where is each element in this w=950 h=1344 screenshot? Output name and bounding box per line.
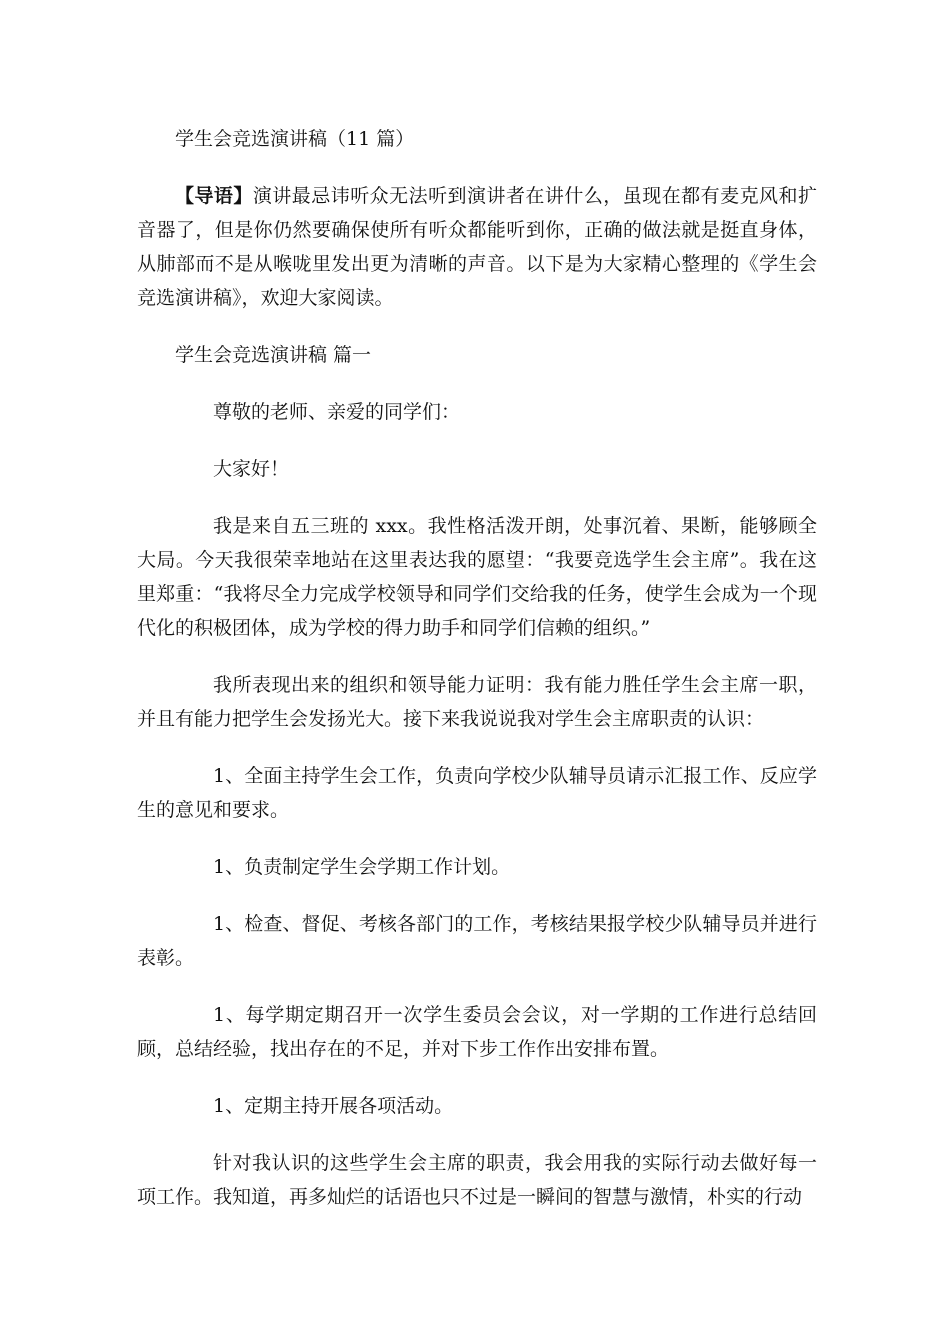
duty-list-item: 1、检查、督促、考核各部门的工作，考核结果报学校少队辅导员并进行表彰。 [137, 913, 817, 969]
document-title: 学生会竞选演讲稿（11 篇） [175, 128, 415, 150]
duty-list-item: 1、定期主持开展各项活动。 [213, 1095, 454, 1117]
duty-list-item: 1、每学期定期召开一次学生委员会会议，对一学期的工作进行总结回顾，总结经验，找出存在的不足，并对下步工作作出安排布置。 [137, 1004, 817, 1060]
intro-label: 【导语】 [175, 185, 253, 207]
body-paragraph: 我是来自五三班的 xxx。我性格活泼开朗，处事沉着、果断，能够顾全大局。今天我很荣幸地站在这里表达我的愿望：“我要竞选学生会主席”。我在这里郑重：“我将尽全力完成学校领导和同学们交给我的任务，使学生会成为一个现代化的积极团体，成为学校的得力助手和同学们信赖的组织。” [137, 515, 817, 639]
greeting: 大家好！ [213, 458, 290, 480]
section-title: 学生会竞选演讲稿 篇一 [175, 344, 372, 366]
body-paragraph: 针对我认识的这些学生会主席的职责，我会用我的实际行动去做好每一项工作。我知道，再多灿烂的话语也只不过是一瞬间的智慧与激情，朴实的行动 [137, 1152, 817, 1208]
intro-paragraph [137, 179, 817, 315]
duty-list-item: 1、全面主持学生会工作，负责向学校少队辅导员请示汇报工作、反应学生的意见和要求。 [137, 765, 817, 821]
duty-list-item: 1、负责制定学生会学期工作计划。 [213, 856, 511, 878]
salutation: 尊敬的老师、亲爱的同学们： [213, 401, 461, 423]
intro-text: 演讲最忌讳听众无法听到演讲者在讲什么，虽现在都有麦克风和扩音器了，但是你仍然要确保使所有听众都能听到你，正确的做法就是挺直身体，从肺部而不是从喉咙里发出更为清晰的声音。以下是为大家精心整理的《学生会竞选演讲稿》，欢迎大家阅读。 [137, 185, 817, 309]
body-paragraph: 我所表现出来的组织和领导能力证明：我有能力胜任学生会主席一职，并且有能力把学生会发扬光大。接下来我说说我对学生会主席职责的认识： [137, 674, 817, 730]
document-body [137, 122, 817, 1237]
